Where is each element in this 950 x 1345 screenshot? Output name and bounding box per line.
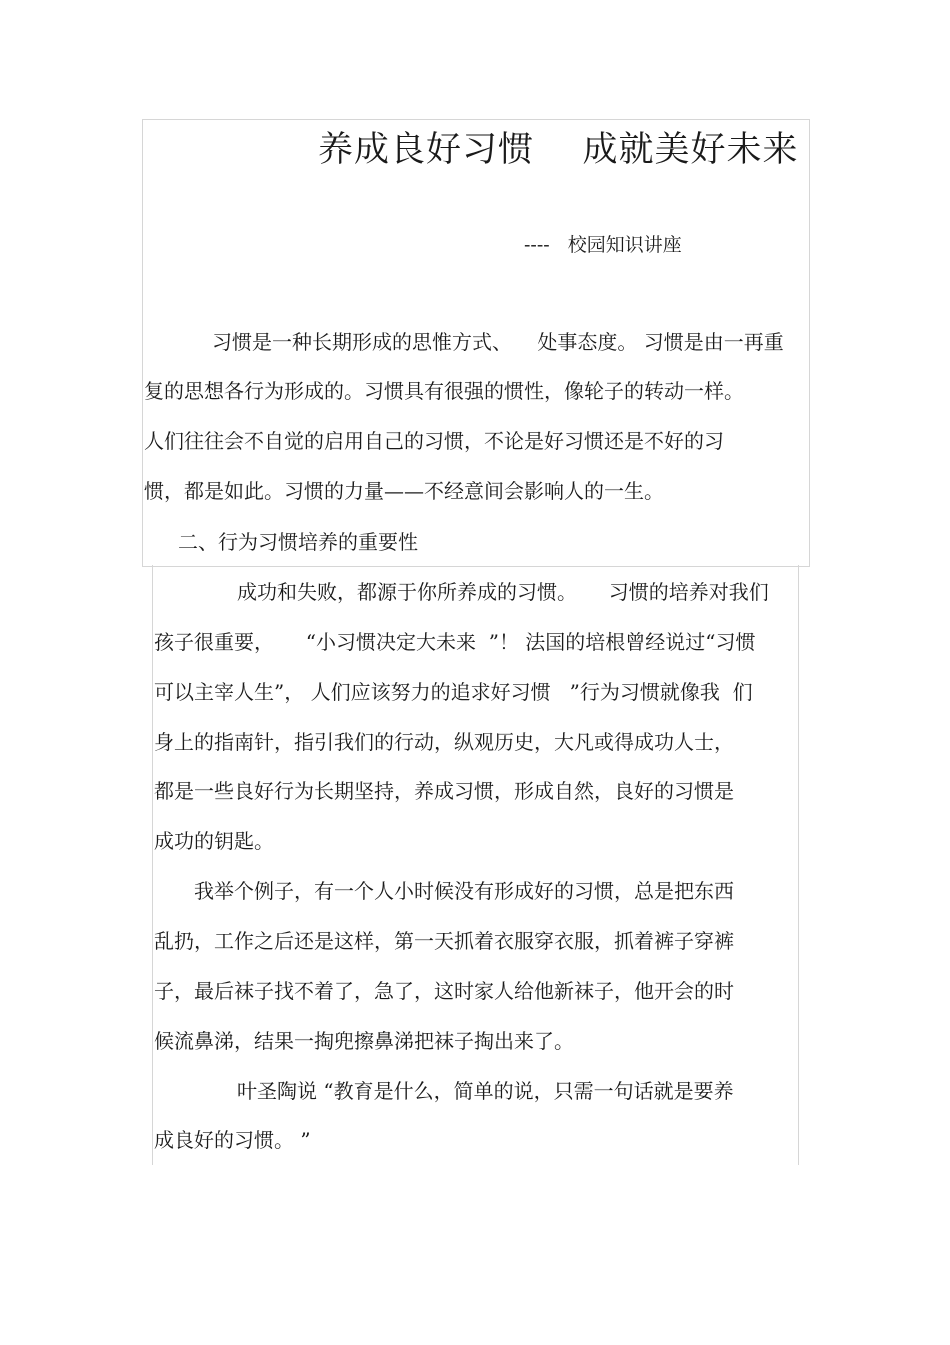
paragraph2-line: 我举个例子，有一个人小时候没有形成好的习惯，总是把东西 [194,879,734,903]
paragraph1-line: 可以主宰人生”， 人们应该努力的追求好习惯 ”行为习惯就像我 们 [154,680,753,704]
document-subtitle: ---- 校园知识讲座 [524,234,682,256]
paragraph1-line: 成功的钥匙。 [154,829,274,853]
intro-line: 习惯是一种长期形成的思惟方式、 处事态度。 习惯是由一再重 [212,330,784,354]
paragraph3-line: 叶圣陶说 “教育是什么，简单的说，只需一句话就是要养 [237,1079,734,1103]
intro-line: 惯，都是如此。习惯的力量——不经意间会影响人的一生。 [144,479,664,503]
paragraph2-line: 乱扔，工作之后还是这样，第一天抓着衣服穿衣服，抓着裤子穿裤 [154,929,734,953]
paragraph1-line: 成功和失败，都源于你所养成的习惯。 习惯的培养对我们 [237,580,769,604]
intro-line: 复的思想各行为形成的。习惯具有很强的惯性，像轮子的转动一样。 [144,379,744,403]
section-heading: 二、行为习惯培养的重要性 [178,530,418,554]
document-title: 养成良好习惯 成就美好未来 [318,130,799,170]
paragraph1-line: 身上的指南针，指引我们的行动，纵观历史，大凡或得成功人士， [154,730,734,754]
intro-line: 人们往往会不自觉的启用自己的习惯，不论是好习惯还是不好的习 [144,429,724,453]
paragraph1-line: 孩子很重要， “小习惯决定大未来 ”！ 法国的培根曾经说过“习惯 [154,630,756,654]
paragraph3-line: 成良好的习惯。 ” [154,1128,311,1152]
paragraph1-line: 都是一些良好行为长期坚持，养成习惯，形成自然，良好的习惯是 [154,779,734,803]
text-frame-bottom [152,565,799,1165]
paragraph2-line: 候流鼻涕，结果一掏兜擦鼻涕把袜子掏出来了。 [154,1029,574,1053]
paragraph2-line: 子，最后袜子找不着了，急了，这时家人给他新袜子，他开会的时 [154,979,734,1003]
